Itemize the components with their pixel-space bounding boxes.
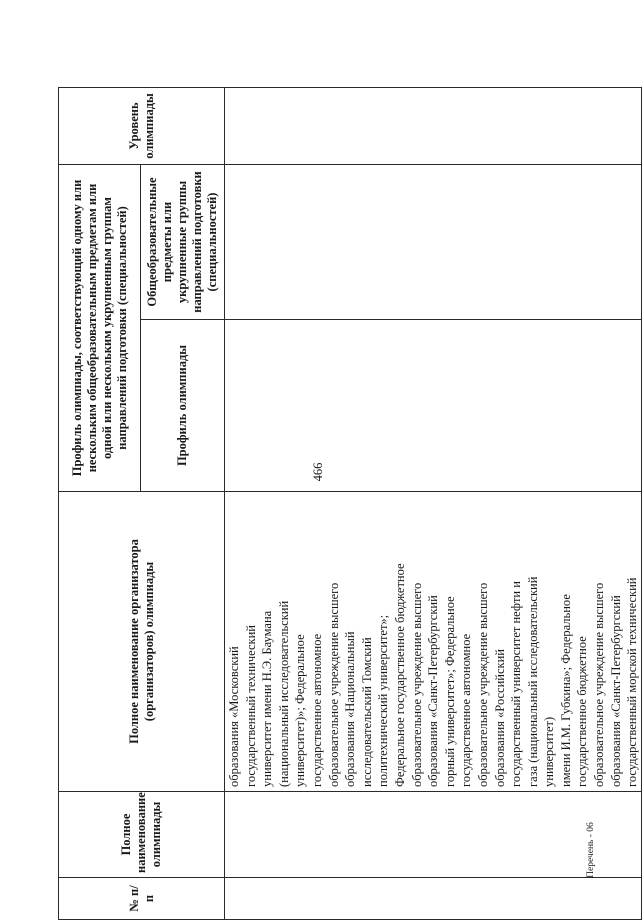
organizer-line: образования «Национальный xyxy=(343,631,358,787)
organizer-line: образовательное учреждение высшего xyxy=(592,582,607,787)
organizer-line: исследовательский Томский xyxy=(359,637,374,787)
organizer-line: (национальный исследовательский xyxy=(276,600,291,787)
organizer-line: Федеральное государственное бюджетное xyxy=(392,563,407,787)
organizer-line: государственное бюджетное xyxy=(575,636,590,787)
organizer-line: образовательное учреждение высшего xyxy=(475,582,490,787)
cell-level xyxy=(225,87,642,164)
cell-olympiad-name xyxy=(225,792,642,878)
header-olympiad-name-text: Полное наименование олимпиады xyxy=(119,792,163,873)
olympiad-table-frame xyxy=(58,88,640,920)
organizer-line: государственный технический xyxy=(243,625,258,787)
table-row xyxy=(225,87,642,919)
organizer-line: университет)»; Федеральное xyxy=(293,634,308,787)
organizer-line: университет имени Н.Э. Баумана xyxy=(260,610,275,787)
organizer-line: государственное автономное xyxy=(309,633,324,787)
header-olympiad-name xyxy=(59,792,225,878)
header-profile-group-text: Профиль олимпиады, соответствующий одному или нескольким общеобразовательным предметам или одной или нескольким укрупненным группам направлений подготовки (специальностей) xyxy=(69,179,129,477)
organizer-line: образования «Московский xyxy=(227,646,241,787)
organizer-line: образовательное учреждение высшего xyxy=(409,582,424,787)
organizer-line: государственное автономное xyxy=(459,633,474,787)
cell-number xyxy=(225,878,642,920)
header-organizer-text: Полное наименование организатора (организаторов) олимпиады xyxy=(126,539,156,744)
organizer-line: имени И.М. Губкина»; Федеральное xyxy=(558,594,573,787)
organizer-line: газа (национальный исследовательский xyxy=(525,576,540,787)
header-profile xyxy=(141,320,225,492)
organizer-line: образования «Санкт-Петербургский xyxy=(426,595,441,787)
page-number: 466 xyxy=(311,462,325,482)
header-profile-text: Профиль олимпиады xyxy=(175,344,189,467)
header-level xyxy=(59,87,225,164)
organizer-line: политехнический университет»; xyxy=(376,614,391,787)
header-number xyxy=(59,878,225,920)
organizer-line: образования «Санкт-Петербургский xyxy=(608,595,623,787)
header-subjects-text: Общеобразовательные предметы или укрупненные группы направлений подготовки (специальностей) xyxy=(145,171,219,313)
header-organizer xyxy=(59,492,225,792)
header-profile-group xyxy=(59,164,141,491)
cell-organizer xyxy=(225,492,642,792)
organizer-line: горный университет»; Федеральное xyxy=(442,596,457,787)
organizer-line: университет) xyxy=(542,716,557,787)
organizer-line: образования «Российский xyxy=(492,649,507,787)
footer-note: Перечень - 06 xyxy=(586,822,596,878)
cell-subjects xyxy=(225,164,642,319)
cell-profile xyxy=(225,320,642,492)
header-number-text: № п/п xyxy=(126,885,156,912)
header-subjects xyxy=(141,164,225,319)
organizer-line: государственный морской технический xyxy=(625,577,640,787)
organizer-text-block xyxy=(225,492,641,791)
olympiad-table xyxy=(58,87,642,920)
organizer-line: образовательное учреждение высшего xyxy=(326,582,341,787)
organizer-line: государственный университет нефти и xyxy=(509,581,524,787)
rotated-table-container xyxy=(58,88,640,920)
header-level-text: Уровень олимпиады xyxy=(126,93,156,159)
